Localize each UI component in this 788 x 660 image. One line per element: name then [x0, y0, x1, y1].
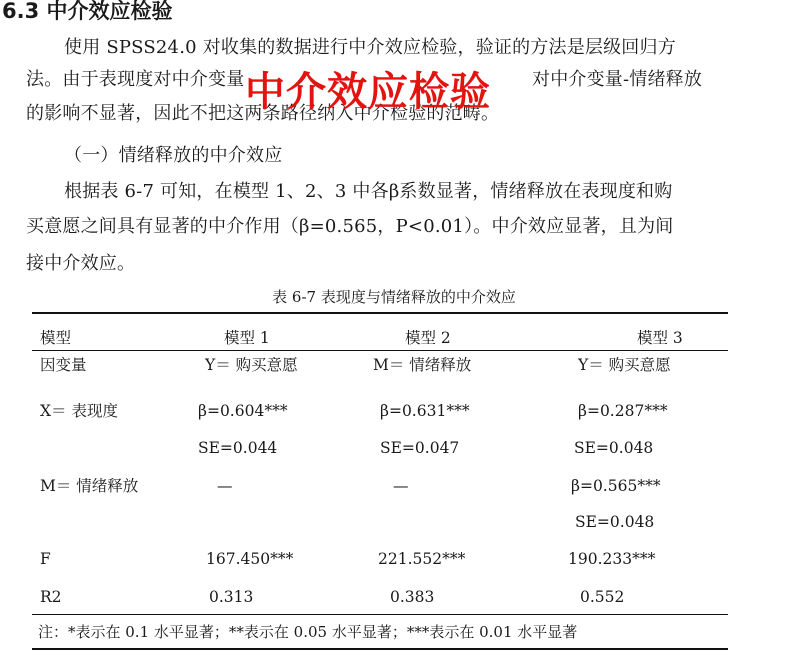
subheading: （一）情绪释放的中介效应 [64, 145, 283, 166]
dependent-label: 因变量 [40, 356, 87, 374]
dependent-model-1: Y＝ 购买意愿 [205, 356, 298, 374]
r2-model-3: 0.552 [580, 588, 625, 606]
r2-model-1: 0.313 [209, 588, 254, 606]
m-model-2: — [393, 477, 409, 495]
table-caption: 表 6-7 表现度与情绪释放的中介效应 [272, 288, 516, 306]
watermark-overlay: 中介效应检验 [245, 69, 491, 115]
m-model-1: — [217, 477, 233, 495]
x-model-2: β=0.631*** [380, 402, 470, 420]
dependent-model-3: Y＝ 购买意愿 [578, 356, 671, 374]
paragraph-1-line-2: 法。由于表现度对中介变量 [26, 69, 245, 90]
f-model-1: 167.450*** [206, 550, 294, 568]
f-label: F [40, 550, 51, 568]
x-se-model-3: SE=0.048 [574, 439, 654, 457]
paragraph-2-line-2: 买意愿之间具有显著的中介作用（β=0.565，P<0.01）。中介效应显著，且为间 [26, 216, 674, 237]
m-model-3: β=0.565*** [571, 477, 661, 495]
f-model-3: 190.233*** [568, 550, 656, 568]
table-top-rule [32, 312, 728, 314]
dependent-model-2: M＝ 情绪释放 [373, 356, 472, 374]
r2-model-2: 0.383 [390, 588, 435, 606]
x-model-3: β=0.287*** [578, 402, 668, 420]
table-mid-rule [32, 614, 728, 615]
x-se-model-2: SE=0.047 [380, 439, 460, 457]
header-label: 模型 [40, 329, 72, 347]
table-bottom-rule [32, 648, 728, 650]
paragraph-1-line-3: 的影响不显著，因此不把这两条路径纳入中介检验的范畴。 [26, 103, 500, 124]
table-note: 注：*表示在 0.1 水平显著；**表示在 0.05 水平显著；***表示在 0.01 水平显著 [38, 623, 578, 641]
paragraph-1-line-2-tail: 对中介变量-情绪释放 [532, 69, 703, 90]
paragraph-1-line-1: 使用 SPSS24.0 对收集的数据进行中介效应检验，验证的方法是层级回归方 [64, 37, 676, 58]
section-heading: 6.3 中介效应检验 [2, 0, 173, 23]
paragraph-2-line-1: 根据表 6-7 可知，在模型 1、2、3 中各β系数显著，情绪释放在表现度和购 [64, 181, 673, 202]
paragraph-2-line-3: 接中介效应。 [26, 253, 136, 274]
header-model-1: 模型 1 [224, 329, 270, 347]
f-model-2: 221.552*** [378, 550, 466, 568]
x-model-1: β=0.604*** [198, 402, 288, 420]
table-header-rule [32, 350, 728, 351]
x-label: X＝ 表现度 [40, 402, 118, 420]
x-se-model-1: SE=0.044 [198, 439, 278, 457]
header-model-2: 模型 2 [405, 329, 451, 347]
r2-label: R2 [40, 588, 62, 606]
m-label: M＝ 情绪释放 [40, 477, 139, 495]
m-se-model-3: SE=0.048 [575, 513, 655, 531]
header-model-3: 模型 3 [637, 329, 683, 347]
